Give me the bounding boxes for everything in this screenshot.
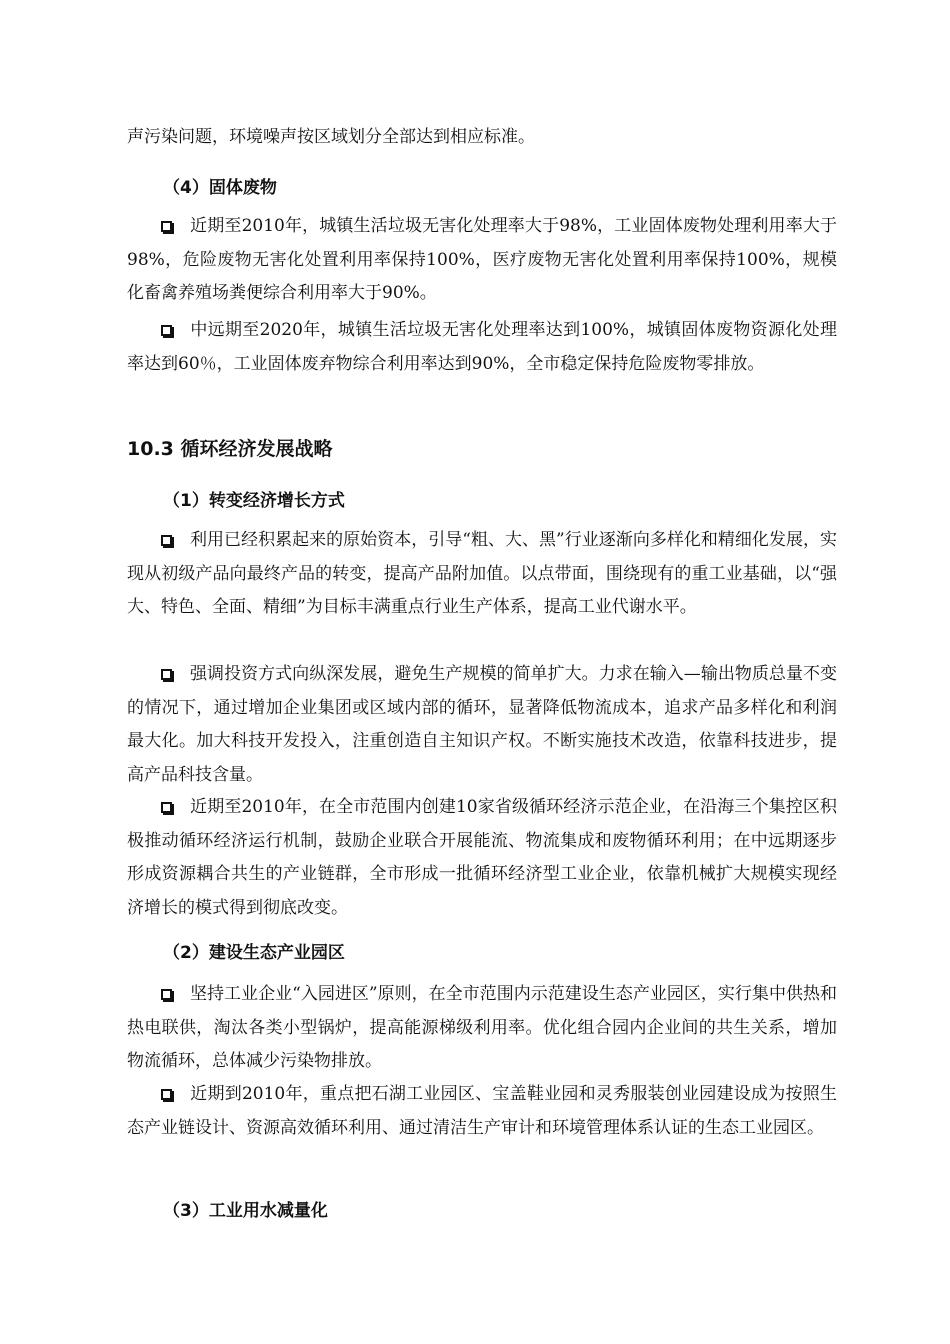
checkbox-bullet-icon [161, 535, 172, 546]
list-item: 近期至2010年，城镇生活垃圾无害化处理率大于98%，工业固体废物处理利用率大于98%，危险废物无害化处置利用率保持100%，医疗废物无害化处置利用率保持100%，规模化畜禽养殖场粪便综合利用率大于90%。 [127, 216, 837, 303]
subheading-growth: （1）转变经济增长方式 [163, 491, 345, 511]
checkbox-bullet-icon [161, 325, 172, 336]
checkbox-bullet-icon [161, 669, 172, 680]
checkbox-bullet-icon [161, 221, 172, 232]
section-title: 10.3 循环经济发展战略 [127, 438, 333, 460]
checkbox-bullet-icon [161, 1089, 172, 1100]
checkbox-bullet-icon [161, 989, 172, 1000]
subheading-park: （2）建设生态产业园区 [163, 943, 345, 963]
list-item: 近期至2010年，在全市范围内创建10家省级循环经济示范企业，在沿海三个集控区积极推动循环经济运行机制，鼓励企业联合开展能流、物流集成和废物循环利用；在中远期逐步形成资源耦合共生的产业链群，全市形成一批循环经济型工业企业，依靠机械扩大规模实现经济增长的模式得到彻底改变。 [127, 797, 837, 918]
checkbox-bullet-icon [161, 802, 172, 813]
list-item: 坚持工业企业“入园进区”原则，在全市范围内示范建设生态产业园区，实行集中供热和热电联供，淘汰各类小型锅炉，提高能源梯级利用率。优化组合园内企业间的共生关系，增加物流循环，总体减少污染物排放。 [127, 984, 837, 1071]
list-item: 利用已经积累起来的原始资本，引导“粗、大、黑”行业逐渐向多样化和精细化发展，实现从初级产品向最终产品的转变，提高产品附加值。以点带面，围绕现有的重工业基础，以“强大、特色、全面、精细”为目标丰满重点行业生产体系，提高工业代谢水平。 [127, 530, 837, 617]
subheading-solid-waste: （4）固体废物 [163, 178, 277, 198]
list-item: 强调投资方式向纵深发展，避免生产规模的简单扩大。力求在输入—输出物质总量不变的情况下，通过增加企业集团或区域内部的循环，显著降低物流成本，追求产品多样化和利润最大化。加大科技开发投入，注重创造自主知识产权。不断实施技术改造，依靠科技进步，提高产品科技含量。 [127, 664, 837, 785]
list-item: 近期到2010年，重点把石湖工业园区、宝盖鞋业园和灵秀服装创业园建设成为按照生态产业链设计、资源高效循环利用、通过清洁生产审计和环境管理体系认证的生态工业园区。 [127, 1084, 837, 1138]
subheading-water: （3）工业用水减量化 [163, 1201, 328, 1221]
list-item: 中远期至2020年，城镇生活垃圾无害化处理率达到100%，城镇固体废物资源化处理率达到60％，工业固体废弃物综合利用率达到90%，全市稳定保持危险废物零排放。 [127, 320, 837, 374]
intro-paragraph: 声污染问题，环境噪声按区域划分全部达到相应标准。 [127, 127, 535, 147]
